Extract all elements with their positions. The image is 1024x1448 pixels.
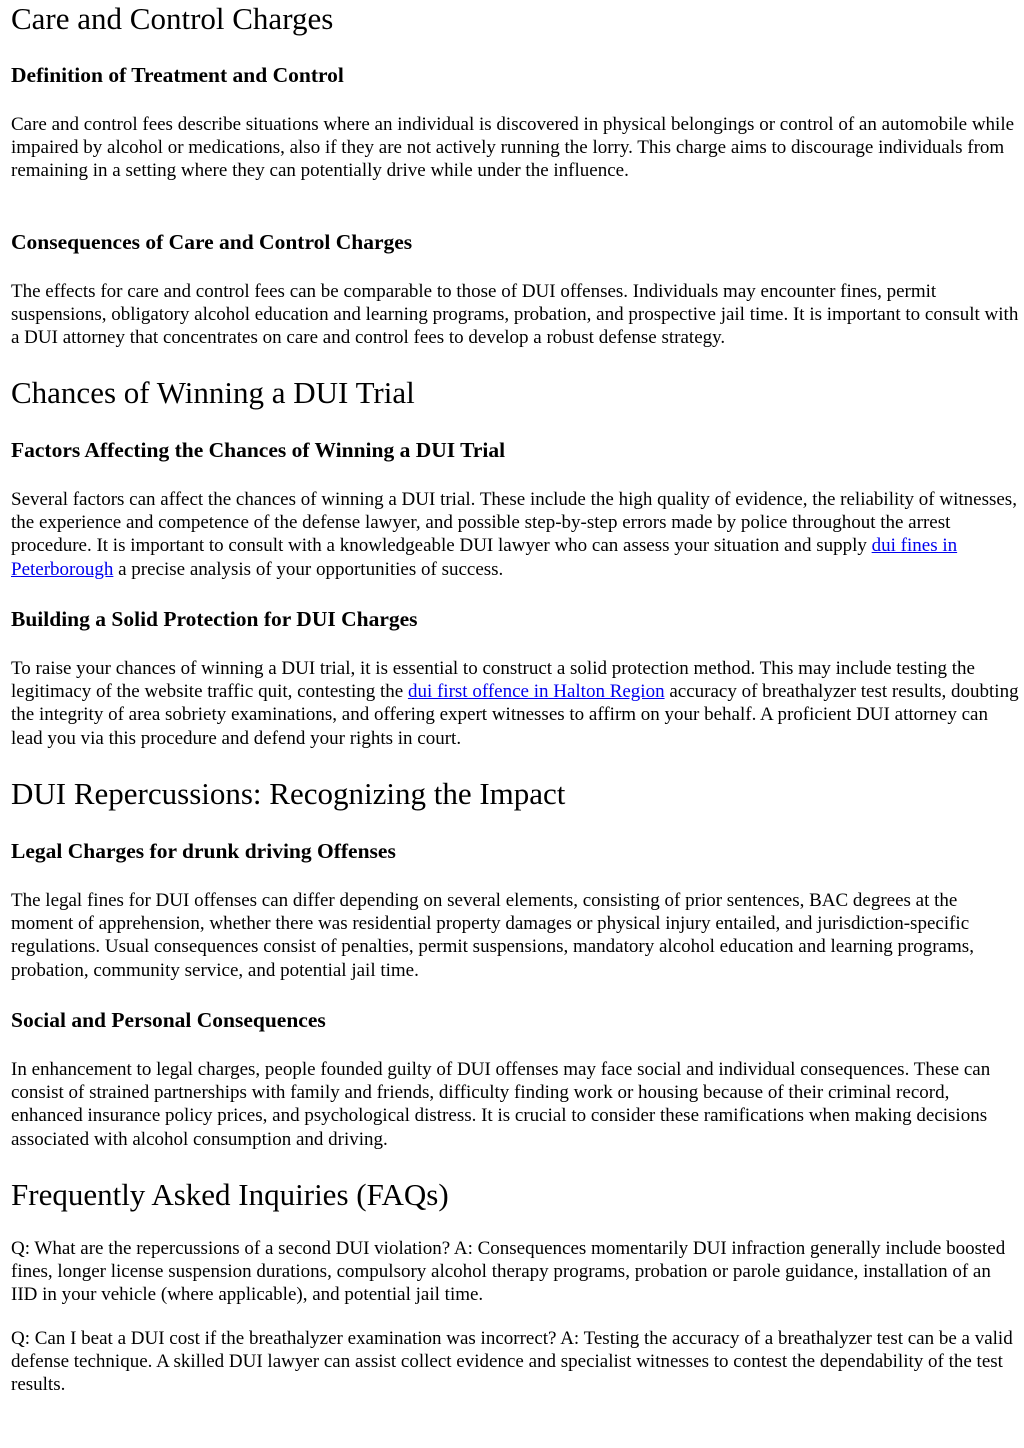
subheading-legal-charges: Legal Charges for drunk driving Offenses bbox=[11, 839, 396, 863]
paragraph-factors-text-end: a precise analysis of your opportunities of success. bbox=[113, 558, 504, 580]
link-dui-fines-peterborough[interactable]: dui fines in Peterborough bbox=[11, 535, 958, 580]
paragraph-definition: Care and control fees describe situations where an individual is discovered in physical belongings or control of an automobile while impaired by alcohol or medications, also if they are not actively running the lorry. This charge aims to discourage individuals from remaining in a setting where they can potentially drive while under the influence. bbox=[11, 114, 1015, 182]
section-title-chances-of-winning: Chances of Winning a DUI Trial bbox=[11, 375, 415, 410]
section-title-dui-repercussions: DUI Repercussions: Recognizing the Impact bbox=[11, 776, 566, 811]
paragraph-factors-text-start: Several factors can affect the chances of winning a DUI trial. These include the high quality of evidence, the reliability of witnesses, the experience and competence of the defense lawyer, and possible step-by-step errors made by police throughout the arrest procedure. It is important to consult with a knowledgeable DUI lawyer who can assess your situation and supply bbox=[11, 489, 1017, 557]
paragraph-building-text-end: accuracy of breathalyzer test results, doubting the integrity of area sobriety examinations, and offering expert witnesses to affirm on your behalf. A proficient DUI attorney can lead you via this procedure and defend your rights in court. bbox=[11, 681, 1019, 749]
link-dui-first-offence-halton[interactable]: dui first offence in Halton Region bbox=[407, 681, 665, 703]
subheading-social-personal: Social and Personal Consequences bbox=[11, 1008, 326, 1032]
paragraph-building-text-start: To raise your chances of winning a DUI trial, it is essential to construct a solid protection method. This may include testing the legitimacy of the website traffic quit, contesting the bbox=[11, 658, 975, 703]
section-title-faqs: Frequently Asked Inquiries (FAQs) bbox=[11, 1177, 449, 1212]
subheading-building-protection: Building a Solid Protection for DUI Charges bbox=[11, 607, 418, 631]
section-title-care-and-control: Care and Control Charges bbox=[11, 1, 334, 36]
paragraph-social-personal: In enhancement to legal charges, people founded guilty of DUI offenses may face social and individual consequences. These can consist of strained partnerships with family and friends, difficulty finding work or housing because of their criminal record, enhanced insurance policy prices, and psychological distress. It is crucial to consider these ramifications when making decisions associated with alcohol consumption and driving. bbox=[11, 1059, 991, 1150]
paragraph-building-protection bbox=[11, 657, 1019, 750]
subheading-definition: Definition of Treatment and Control bbox=[11, 63, 344, 87]
subheading-factors: Factors Affecting the Chances of Winning a DUI Trial bbox=[11, 438, 506, 462]
faq-item: Q: What are the repercussions of a second DUI violation? A: Consequences momentarily DUI infraction generally include boosted fines, longer license suspension durations, compulsory alcohol therapy programs, probation or parole guidance, installation of an IID in your vehicle (where applicable), and potential jail time. bbox=[11, 1238, 1006, 1306]
paragraph-consequences-care-control: The effects for care and control fees can be comparable to those of DUI offenses. Individuals may encounter fines, permit suspensions, obligatory alcohol education and learning programs, probation, and prospective jail time. It is important to consult with a DUI attorney that concentrates on care and control fees to develop a robust defense strategy. bbox=[11, 281, 1019, 349]
paragraph-legal-charges: The legal fines for DUI offenses can differ depending on several elements, consisting of prior sentences, BAC degrees at the moment of apprehension, whether there was residential property damages or physical injury entailed, and jurisdiction-specific regulations. Usual consequences consist of penalties, permit suspensions, mandatory alcohol education and learning programs, probation, community service, and potential jail time. bbox=[11, 890, 974, 981]
paragraph-factors bbox=[11, 488, 1019, 581]
subheading-consequences-care-control: Consequences of Care and Control Charges bbox=[11, 230, 413, 254]
faq-item: Q: Can I beat a DUI cost if the breathalyzer examination was incorrect? A: Testing the accuracy of a breathalyzer test can be a valid defense technique. A skilled DUI lawyer can assist collect evidence and specialist witnesses to contest the dependability of the test results. bbox=[11, 1328, 1013, 1396]
